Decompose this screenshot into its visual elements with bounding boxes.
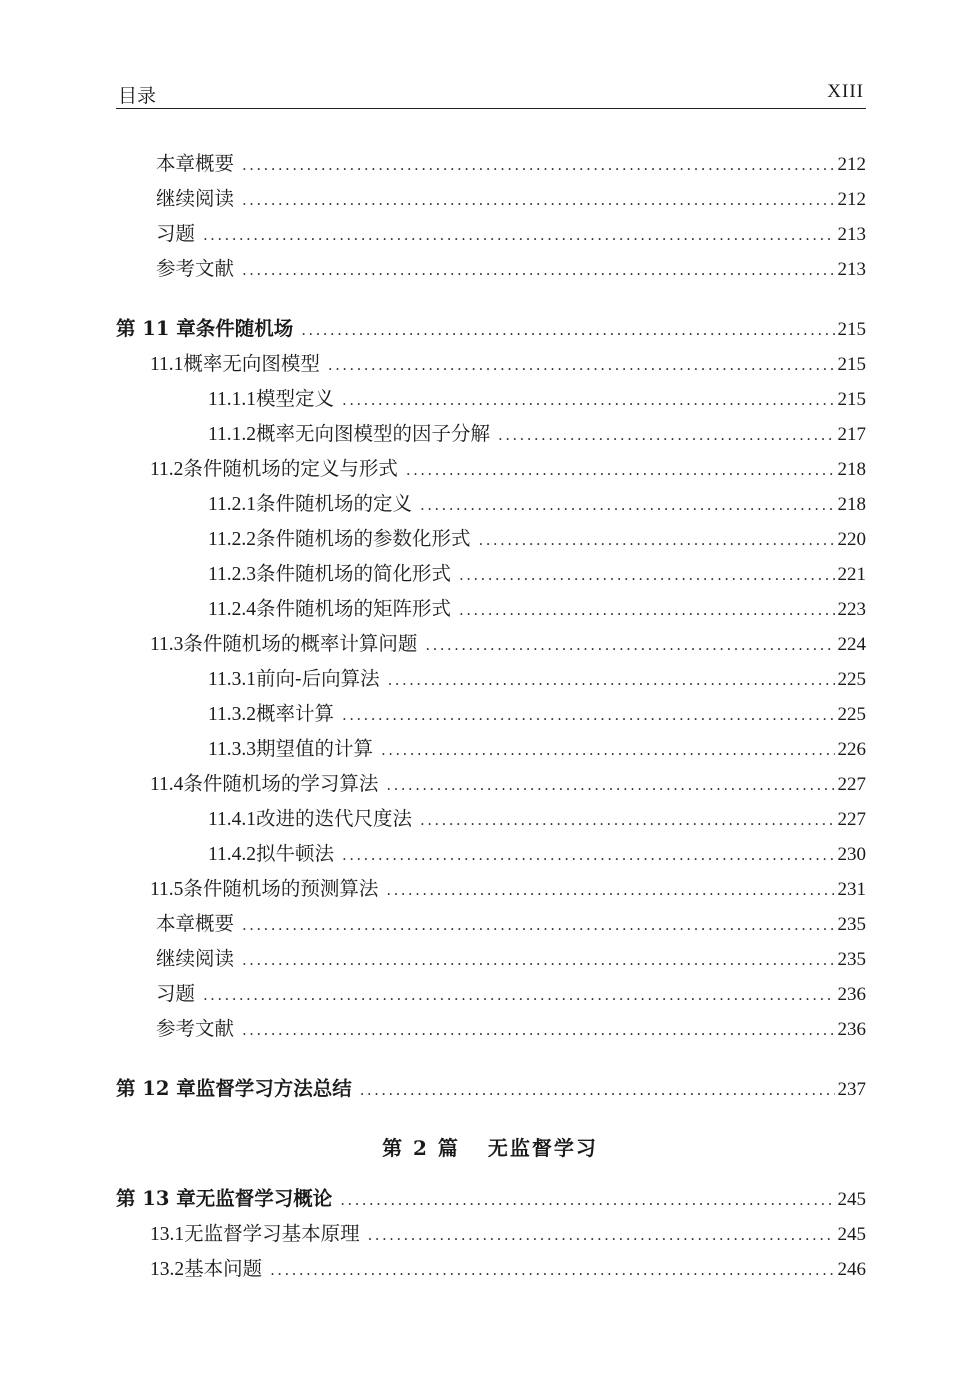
toc-page-number: 212 [837, 154, 866, 175]
subsection-title: 条件随机场的参数化形式 [256, 527, 471, 550]
dot-leader [388, 665, 835, 695]
toc-entry-title: 参考文献 [156, 257, 235, 280]
dot-leader [386, 875, 834, 905]
toc-chapter-12[interactable] [116, 1074, 866, 1104]
dot-leader [328, 350, 835, 380]
subsection-title: 条件随机场的定义 [256, 492, 413, 515]
header-section-title: 目录 [118, 85, 157, 107]
toc-subsection-11-4-2[interactable] [208, 839, 866, 869]
subsection-number: 11.3.3 [208, 739, 257, 760]
toc-subsection-11-1-1[interactable] [208, 384, 866, 414]
header-page-number: XIII [827, 81, 864, 102]
subsection-number: 11.4.2 [208, 844, 257, 865]
toc-page-number: 235 [837, 914, 866, 935]
toc-page-number: 220 [837, 529, 866, 550]
dot-leader [342, 385, 834, 415]
toc-subsection-11-4-1[interactable] [208, 804, 866, 834]
subsection-title: 概率计算 [256, 702, 335, 725]
toc-section-11-2[interactable] [150, 454, 866, 484]
toc-page-number: 245 [837, 1224, 866, 1245]
toc-page-number: 215 [837, 319, 866, 340]
dot-leader [242, 910, 834, 940]
dot-leader [459, 560, 834, 590]
toc-entry-further-reading[interactable] [156, 184, 866, 214]
subsection-title: 前向-后向算法 [256, 667, 380, 690]
toc-page-number: 223 [837, 599, 866, 620]
section-number: 11.5 [150, 879, 184, 900]
section-number: 11.4 [150, 774, 184, 795]
dot-leader [459, 595, 834, 625]
chapter-title: 无监督学习概论 [195, 1187, 333, 1210]
toc-chapter-11[interactable] [116, 314, 866, 344]
toc-page-number: 227 [837, 809, 866, 830]
dot-leader [342, 700, 834, 730]
toc-section-11-1[interactable] [150, 349, 866, 379]
dot-leader [203, 980, 834, 1010]
toc-entry-title: 本章概要 [156, 912, 235, 935]
toc-entry-summary[interactable] [156, 149, 866, 179]
toc-page-number: 212 [837, 189, 866, 210]
toc-page-number: 215 [837, 354, 866, 375]
toc-page-number: 225 [837, 669, 866, 690]
part-title: 无监督学习 [487, 1136, 598, 1160]
toc-section-13-2[interactable] [150, 1254, 866, 1284]
dot-leader [242, 255, 834, 285]
chapter-number: 第 12 章 [116, 1077, 196, 1100]
dot-leader [381, 735, 834, 765]
section-title: 条件随机场的预测算法 [183, 877, 379, 900]
toc-subsection-11-1-2[interactable] [208, 419, 866, 449]
toc-page-number: 231 [837, 879, 866, 900]
dot-leader [420, 490, 834, 520]
toc-subsection-11-2-1[interactable] [208, 489, 866, 519]
toc-page-number: 224 [837, 634, 866, 655]
subsection-title: 改进的迭代尺度法 [256, 807, 413, 830]
toc-page-number: 236 [837, 984, 866, 1005]
chapter-number: 第 13 章 [116, 1187, 196, 1210]
toc-page-number: 213 [837, 224, 866, 245]
dot-leader [340, 1185, 834, 1215]
toc-page-number: 245 [837, 1189, 866, 1210]
dot-leader [425, 630, 834, 660]
subsection-title: 条件随机场的矩阵形式 [256, 597, 452, 620]
dot-leader [301, 315, 834, 345]
section-number: 11.2 [150, 459, 184, 480]
toc-entry-title: 本章概要 [156, 152, 235, 175]
section-number: 11.3 [150, 634, 184, 655]
toc-entry-title: 习题 [156, 982, 196, 1005]
dot-leader [498, 420, 834, 450]
toc-entry-title: 继续阅读 [156, 947, 235, 970]
dot-leader [270, 1255, 834, 1285]
toc-page-number: 226 [837, 739, 866, 760]
section-title: 条件随机场的定义与形式 [183, 457, 398, 480]
dot-leader [342, 840, 834, 870]
toc-page-number: 230 [837, 844, 866, 865]
section-number: 11.1 [150, 354, 184, 375]
subsection-title: 模型定义 [256, 387, 335, 410]
toc-page-number: 246 [837, 1259, 866, 1280]
toc-subsection-11-2-2[interactable] [208, 524, 866, 554]
subsection-title: 拟牛顿法 [256, 842, 335, 865]
subsection-number: 11.3.1 [208, 669, 257, 690]
dot-leader [203, 220, 834, 250]
subsection-number: 11.2.3 [208, 564, 257, 585]
section-title: 条件随机场的概率计算问题 [183, 632, 418, 655]
toc-page-number: 218 [837, 494, 866, 515]
toc-entry-title: 习题 [156, 222, 196, 245]
dot-leader [420, 805, 834, 835]
toc-entry-exercises[interactable] [156, 219, 866, 249]
subsection-title: 概率无向图模型的因子分解 [256, 422, 491, 445]
toc-page-number: 227 [837, 774, 866, 795]
subsection-title: 条件随机场的简化形式 [256, 562, 452, 585]
dot-leader [242, 150, 834, 180]
toc-page-number: 237 [837, 1079, 866, 1100]
dot-leader [386, 770, 834, 800]
section-number: 13.2 [150, 1259, 185, 1280]
toc-subsection-11-2-3[interactable] [208, 559, 866, 589]
subsection-title: 期望值的计算 [256, 737, 374, 760]
section-title: 概率无向图模型 [183, 352, 320, 375]
section-title: 无监督学习基本原理 [184, 1222, 360, 1245]
chapter-title: 条件随机场 [195, 317, 294, 340]
running-header [116, 76, 866, 109]
toc-section-11-3[interactable] [150, 629, 866, 659]
toc-page-number: 225 [837, 704, 866, 725]
toc-subsection-11-3-1[interactable] [208, 664, 866, 694]
dot-leader [242, 185, 834, 215]
part-number: 第 2 篇 [382, 1136, 460, 1160]
section-title: 基本问题 [184, 1257, 263, 1280]
toc-entry-references[interactable] [156, 1014, 866, 1044]
toc-page-number: 236 [837, 1019, 866, 1040]
subsection-number: 11.4.1 [208, 809, 257, 830]
toc-section-13-1[interactable] [150, 1219, 866, 1249]
dot-leader [368, 1220, 835, 1250]
section-number: 13.1 [150, 1224, 185, 1245]
dot-leader [479, 525, 835, 555]
dot-leader [242, 945, 834, 975]
part-heading[interactable] [0, 1132, 980, 1161]
toc-section-11-4[interactable] [150, 769, 866, 799]
section-title: 条件随机场的学习算法 [183, 772, 379, 795]
toc-section-11-5[interactable] [150, 874, 866, 904]
toc-page-number: 215 [837, 389, 866, 410]
dot-leader [360, 1075, 835, 1105]
toc-entry-references[interactable] [156, 254, 866, 284]
toc-page-number: 218 [837, 459, 866, 480]
toc-subsection-11-3-3[interactable] [208, 734, 866, 764]
toc-chapter-13[interactable] [116, 1184, 866, 1214]
toc-subsection-11-2-4[interactable] [208, 594, 866, 624]
toc-subsection-11-3-2[interactable] [208, 699, 866, 729]
toc-entry-title: 继续阅读 [156, 187, 235, 210]
toc-page-number: 213 [837, 259, 866, 280]
subsection-number: 11.3.2 [208, 704, 257, 725]
subsection-number: 11.2.1 [208, 494, 257, 515]
chapter-number: 第 11 章 [116, 317, 196, 340]
toc-entry-title: 参考文献 [156, 1017, 235, 1040]
subsection-number: 11.2.4 [208, 599, 257, 620]
toc-page-number: 217 [837, 424, 866, 445]
toc-entry-exercises[interactable] [156, 979, 866, 1009]
chapter-title: 监督学习方法总结 [195, 1077, 352, 1100]
subsection-number: 11.1.2 [208, 424, 257, 445]
dot-leader [406, 455, 835, 485]
subsection-number: 11.2.2 [208, 529, 257, 550]
toc-page-number: 235 [837, 949, 866, 970]
toc-entry-summary[interactable] [156, 909, 866, 939]
dot-leader [242, 1015, 834, 1045]
toc-entry-further-reading[interactable] [156, 944, 866, 974]
toc-page-number: 221 [837, 564, 866, 585]
subsection-number: 11.1.1 [208, 389, 257, 410]
